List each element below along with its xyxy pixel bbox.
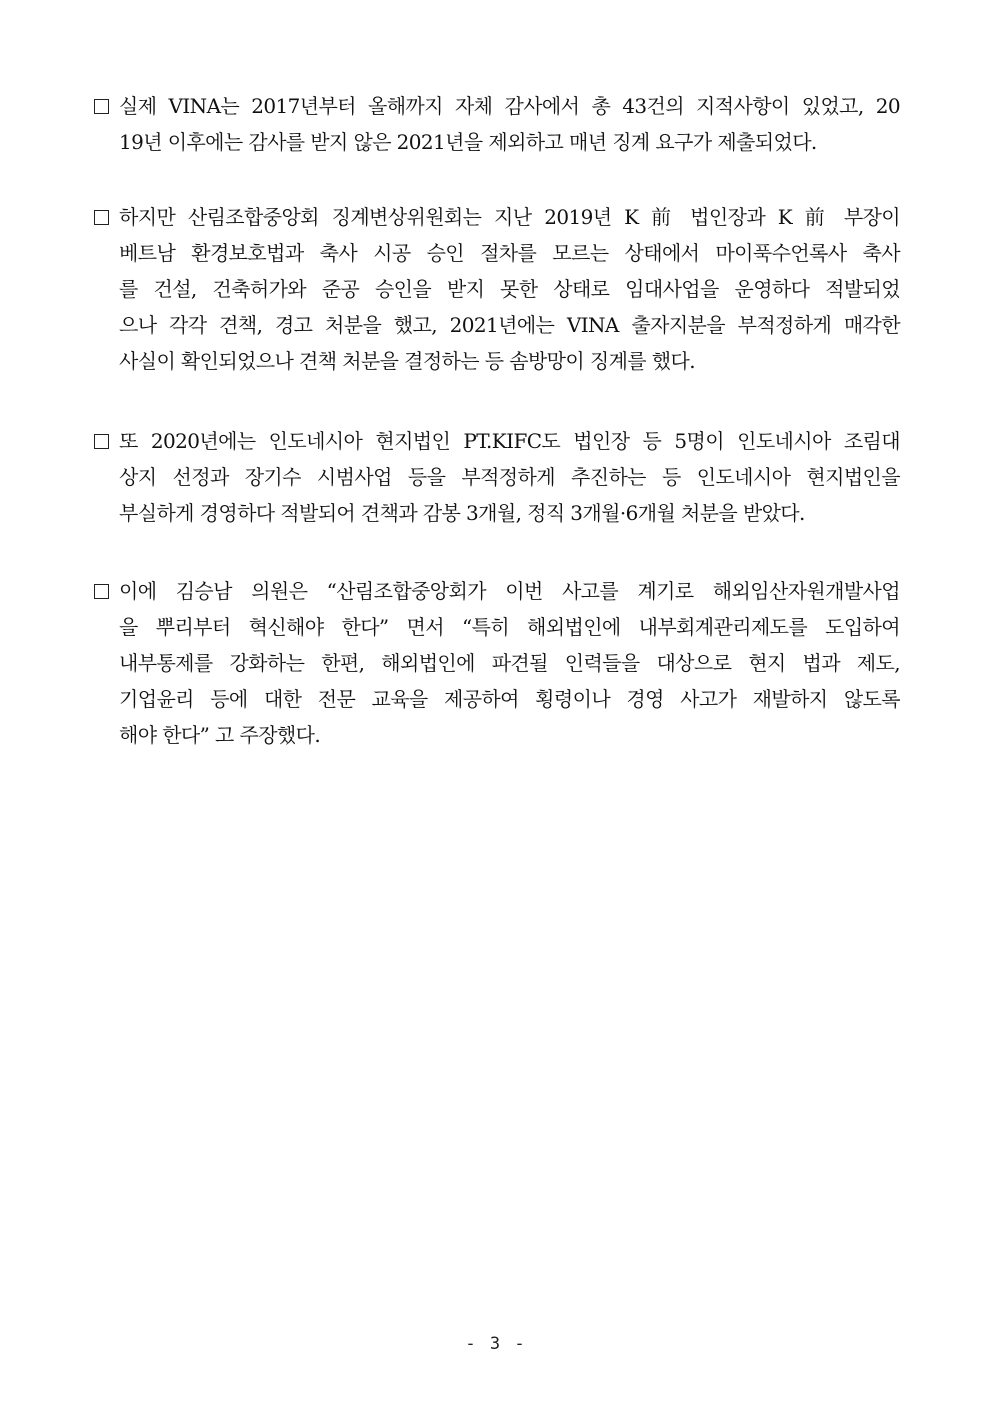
paragraph-line: 19년 이후에는 감사를 받지 않은 2021년을 제외하고 매년 징계 요구가 제출되었다. — [119, 130, 817, 154]
paragraph-line: 를 건설, 건축허가와 준공 승인을 받지 못한 상태로 임대사업을 운영하다 적발되었 — [119, 277, 900, 301]
paragraph-line: 기업윤리 등에 대한 전문 교육을 제공하여 횡령이나 경영 사고가 재발하지 않도록 — [119, 687, 900, 711]
paragraph-text: 실제 VINA는 2017년부터 올해까지 자체 감사에서 총 43건의 지적사항이 있었고, 20 — [119, 94, 900, 118]
paragraph-1 — [94, 88, 900, 160]
paragraph-3 — [94, 423, 900, 531]
paragraph-line: 부실하게 경영하다 적발되어 견책과 감봉 3개월, 정직 3개월·6개월 처분을 받았다. — [119, 501, 805, 525]
paragraph-line — [94, 88, 900, 124]
paragraph-line — [94, 423, 900, 459]
checkbox-bullet-icon — [94, 210, 109, 225]
paragraph-line — [94, 199, 900, 235]
paragraph-text: 또 2020년에는 인도네시아 현지법인 PT.KIFC도 법인장 등 5명이 인도네시아 조림대 — [119, 429, 900, 453]
paragraph-line: 을 뿌리부터 혁신해야 한다” 면서 “특히 해외법인에 내부회계관리제도를 도입하여 — [119, 615, 900, 639]
paragraph-line: 내부통제를 강화하는 한편, 해외법인에 파견될 인력들을 대상으로 현지 법과 제도, — [119, 651, 900, 675]
paragraph-line: 사실이 확인되었으나 견책 처분을 결정하는 등 솜방망이 징계를 했다. — [119, 349, 695, 373]
paragraph-line: 으나 각각 견책, 경고 처분을 했고, 2021년에는 VINA 출자지분을 부적정하게 매각한 — [119, 313, 900, 337]
paragraph-2 — [94, 199, 900, 379]
paragraph-line: 해야 한다” 고 주장했다. — [119, 723, 321, 747]
checkbox-bullet-icon — [94, 584, 109, 599]
paragraph-4 — [94, 573, 900, 753]
checkbox-bullet-icon — [94, 434, 109, 449]
paragraph-text: 이에 김승남 의원은 “산림조합중앙회가 이번 사고를 계기로 해외임산자원개발사업 — [119, 579, 900, 603]
paragraph-line: 베트남 환경보호법과 축사 시공 승인 절차를 모르는 상태에서 마이푹수언록사 축사 — [119, 241, 900, 265]
paragraph-line: 상지 선정과 장기수 시범사업 등을 부적정하게 추진하는 등 인도네시아 현지법인을 — [119, 465, 900, 489]
paragraph-line — [94, 573, 900, 609]
checkbox-bullet-icon — [94, 99, 109, 114]
page-number: - 3 - — [465, 1334, 527, 1354]
paragraph-text: 하지만 산림조합중앙회 징계변상위원회는 지난 2019년 K 前 법인장과 K 前 부장이 — [119, 205, 900, 229]
